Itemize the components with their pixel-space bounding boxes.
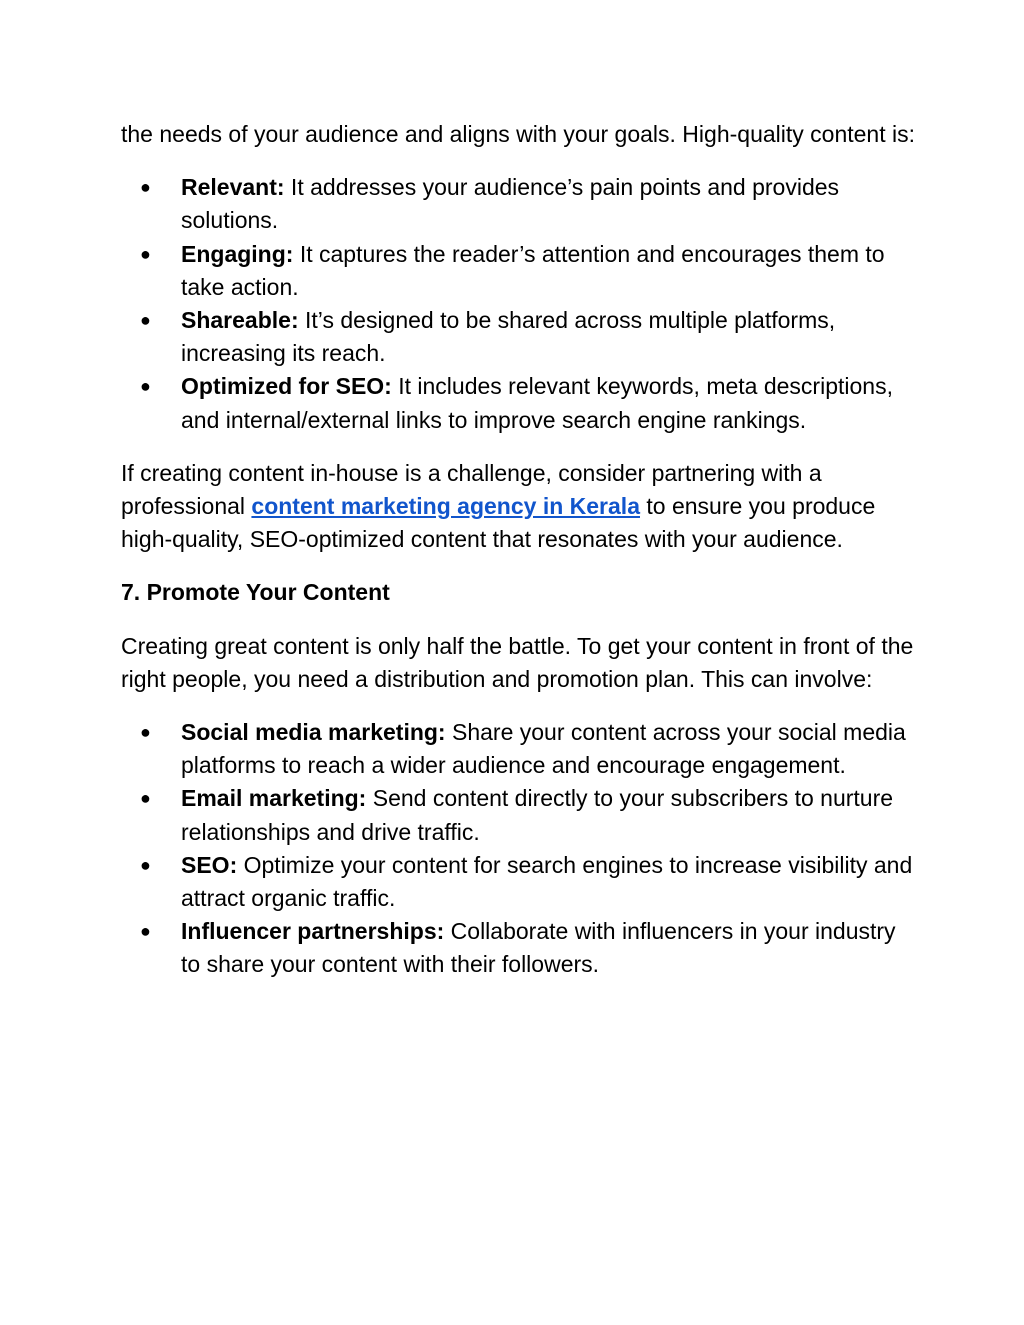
list-item-term: SEO: xyxy=(181,851,238,878)
list-item-term: Relevant: xyxy=(181,174,285,201)
list-item-desc: It captures the reader’s attention and encourages them to take action. xyxy=(181,240,885,300)
list-item xyxy=(140,171,921,237)
bullet-icon: ● xyxy=(140,243,151,264)
document-page xyxy=(121,118,921,982)
list-item xyxy=(140,370,921,436)
list-item xyxy=(140,915,921,981)
list-item-term: Engaging: xyxy=(181,240,294,267)
partner-text-after: to ensure you produce high-quality, SEO-optimized content that resonates with your audience. xyxy=(121,493,876,553)
list-item-desc: It addresses your audience’s pain points and provides solutions. xyxy=(181,174,840,234)
bullet-icon: ● xyxy=(140,788,151,809)
list-item xyxy=(140,782,921,848)
list-item-desc: Optimize your content for search engines to increase visibility and attract organic traffic. xyxy=(181,851,913,912)
list-item-desc: It’s designed to be shared across multiple platforms, increasing its reach. xyxy=(181,307,836,367)
list-item-term: Optimized for SEO: xyxy=(181,373,392,400)
list-item-term: Email marketing: xyxy=(181,785,367,812)
list-item-desc: Share your content across your social media platforms to reach a wider audience and encourage engagement. xyxy=(181,719,906,779)
intro-paragraph: the needs of your audience and aligns with your goals. High-quality content is: xyxy=(121,121,915,147)
bullet-icon: ● xyxy=(140,854,151,875)
partner-paragraph xyxy=(121,457,921,557)
list-item-desc: It includes relevant keywords, meta descriptions, and internal/external links to improve search engine rankings. xyxy=(181,373,893,433)
agency-link[interactable]: content marketing agency in Kerala xyxy=(251,493,640,520)
bullet-icon: ● xyxy=(140,376,151,397)
list-item xyxy=(140,716,921,782)
list-item xyxy=(140,304,921,370)
promotion-list xyxy=(121,716,921,982)
list-item-term: Social media marketing: xyxy=(181,719,446,746)
partner-text-before: If creating content in-house is a challenge, consider partnering with a professional xyxy=(121,459,822,520)
bullet-icon: ● xyxy=(140,177,151,198)
list-item xyxy=(140,849,921,915)
list-item-term: Shareable: xyxy=(181,307,299,334)
bullet-icon: ● xyxy=(140,310,151,331)
section-heading: 7. Promote Your Content xyxy=(121,579,390,606)
list-item xyxy=(140,238,921,304)
quality-list xyxy=(121,171,921,437)
list-item-desc: Collaborate with influencers in your industry to share your content with their followers. xyxy=(181,918,896,978)
bullet-icon: ● xyxy=(140,921,151,942)
list-item-term: Influencer partnerships: xyxy=(181,918,445,945)
bullet-icon: ● xyxy=(140,722,151,743)
list-item-desc: Send content directly to your subscribers to nurture relationships and drive traffic. xyxy=(181,785,894,845)
section-intro-paragraph: Creating great content is only half the battle. To get your content in front of the right people, you need a distribution and promotion plan. This can involve: xyxy=(121,632,914,692)
